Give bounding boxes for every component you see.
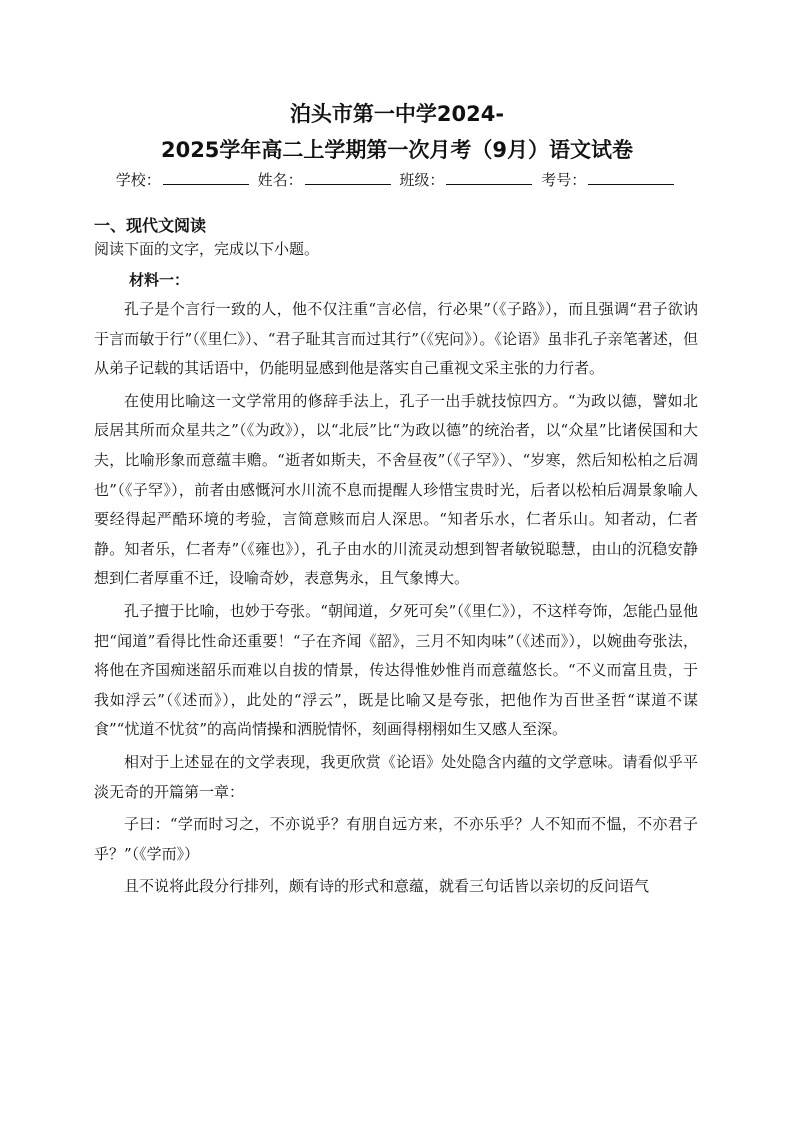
exam-number-field: [541, 167, 678, 193]
passage-paragraph-4: 相对于上述显在的文学表现，我更欣赏《论语》处处隐含内蕴的文学意味。请看似乎平淡无奇的开篇第一章：: [94, 752, 698, 801]
section-heading: 一、现代文阅读: [94, 216, 207, 235]
reading-passage: [94, 295, 698, 905]
name-label: 姓名：: [257, 171, 303, 189]
section-instruction: 阅读下面的文字，完成以下小题。: [94, 240, 320, 258]
school-blank: [163, 168, 249, 185]
school-label: 学校：: [115, 171, 161, 189]
class-blank: [446, 168, 532, 185]
class-field: [399, 167, 536, 193]
passage-paragraph-3: 孔子擅于比喻，也妙于夸张。“朝闻道，夕死可矣”（《里仁》），不这样夸饰，怎能凸显他把“闻道”看得比性命还重要！“子在齐闻《韶》，三月不知肉味”（《述而》），以婉曲夸张法，将他在齐国痴迷韶乐而难以自拔的情景，传达得惟妙惟肖而意蕴悠长。“不义而富且贵，于我如浮云”（《述而》），此处的“浮云”，既是比喻又是夸张，把他作为百世圣哲“谋道不谋食”“忧道不忧贫”的高尚情操和洒脱情怀，刻画得栩栩如生又感人至深。: [94, 601, 698, 739]
passage-paragraph-5: 子曰：“学而时习之，不亦说乎？有朋自远方来，不亦乐乎？人不知而不愠，不亦君子乎？”（《学而》）: [94, 815, 698, 863]
passage-paragraph-1: 孔子是个言行一致的人，他不仅注重“言必信，行必果”（《子路》），而且强调“君子欲讷于言而敏于行”（《里仁》）、“君子耻其言而过其行”（《宪问》）。《论语》虽非孔子亲笔著述，但从弟子记载的其话语中，仍能明显感到他是落实自己重视文采主张的力行者。: [94, 300, 698, 378]
material-label: 材料一：: [129, 271, 190, 289]
passage-paragraph-6: 且不说将此段分行排列，颇有诗的形式和意蕴，就看三句话皆以亲切的反问语气: [124, 877, 650, 896]
name-blank: [305, 168, 391, 185]
school-field: [116, 167, 253, 193]
passage-paragraph-2: 在使用比喻这一文学常用的修辞手法上，孔子一出手就技惊四方。“为政以德，譬如北辰居其所而众星共之”（《为政》），以“北辰”比“为政以德”的统治者，以“众星”比诸侯国和大夫，比喻形象而意蕴丰赡。“逝者如斯夫，不舍昼夜”（《子罕》）、“岁寒，然后知松柏之后凋也”（《子罕》），前者由感慨河水川流不息而提醒人珍惜宝贵时光，后者以松柏后凋景象喻人要经得起严酷环境的考验，言简意赅而启人深思。“知者乐水，仁者乐山。知者动，仁者静。知者乐，仁者寿”（《雍也》），孔子由水的川流灵动想到智者敏锐聪慧，由山的沉稳安静想到仁者厚重不迁，设喻奇妙，表意隽永，且气象博大。: [94, 391, 698, 588]
exam-number-blank: [588, 168, 674, 185]
student-info-row: [0, 167, 794, 193]
class-label: 班级：: [399, 171, 445, 189]
exam-title-line-2: 2025学年高二上学期第一次月考（9月）语文试卷: [160, 138, 634, 162]
exam-number-label: 考号：: [541, 171, 587, 189]
name-field: [258, 167, 395, 193]
exam-title-line-1: 泊头市第一中学2024-: [289, 102, 505, 126]
